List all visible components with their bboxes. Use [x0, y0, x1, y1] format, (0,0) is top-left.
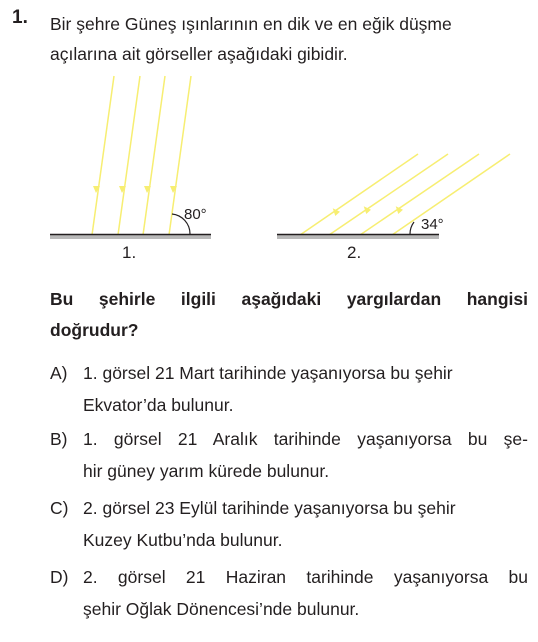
option-c-letter: C) [50, 498, 69, 518]
figure-2-angle-arc [410, 222, 414, 234]
figure-2-label: 2. [347, 243, 362, 262]
option-c-line-2: Kuzey Kutbu’nda bulunur. [83, 530, 283, 550]
option-d-line-2: şehir Oğlak Dönencesi’nde bulunur. [83, 599, 360, 619]
figure-1-ray [92, 76, 114, 235]
figure-1-ray [118, 76, 140, 235]
option-b-text [83, 423, 528, 487]
option-b-letter: B) [50, 429, 68, 449]
option-d-letter: D) [50, 567, 69, 587]
option-d-line-1: 2. görsel 21 Haziran tarihinde yaşanıyorsa bu [83, 567, 528, 587]
figure-2-angle-label: 34° [421, 216, 444, 233]
figure-1-arrowheads [93, 186, 177, 193]
figure-1-rays [92, 76, 191, 235]
figure-1-ray [143, 76, 165, 235]
question-stem [50, 9, 528, 69]
figure-2-ray [360, 154, 479, 235]
figure-2-rays [300, 154, 510, 235]
sun-ray-figures [0, 70, 538, 270]
figure-2-ray [392, 154, 510, 235]
option-b-line-2: hir güney yarım kürede bulunur. [83, 461, 330, 481]
question-prompt [50, 284, 528, 346]
stem-line-2: açılarına ait görseller aşağıdaki gibidir. [50, 44, 348, 64]
option-d-text [83, 561, 528, 625]
figure-2-arrowheads [333, 206, 404, 216]
figure-1-angle-label: 80° [184, 206, 207, 223]
figure-2 [277, 154, 510, 262]
prompt-line-2: doğrudur? [50, 320, 139, 340]
option-a-letter: A) [50, 363, 68, 383]
option-a-text [83, 357, 528, 421]
option-c-line-1: 2. görsel 23 Eylül tarihinde yaşanıyorsa bu şehir [83, 498, 456, 518]
option-c-text [83, 492, 528, 556]
figure-1-label: 1. [122, 243, 137, 262]
figure-2-ray [300, 154, 418, 235]
question-number: 1. [12, 7, 28, 28]
option-a-line-2: Ekvator’da bulunur. [83, 395, 234, 415]
option-b-line-1: 1. görsel 21 Aralık tarihinde yaşanıyorsa bu şe- [83, 429, 528, 449]
stem-line-1: Bir şehre Güneş ışınlarının en dik ve en eğik düşme [50, 14, 452, 34]
option-a-line-1: 1. görsel 21 Mart tarihinde yaşanıyorsa bu şehir [83, 363, 453, 383]
prompt-line-1: Bu şehirle ilgili aşağıdaki yargılardan hangisi [50, 289, 528, 309]
figure-1 [50, 76, 211, 262]
